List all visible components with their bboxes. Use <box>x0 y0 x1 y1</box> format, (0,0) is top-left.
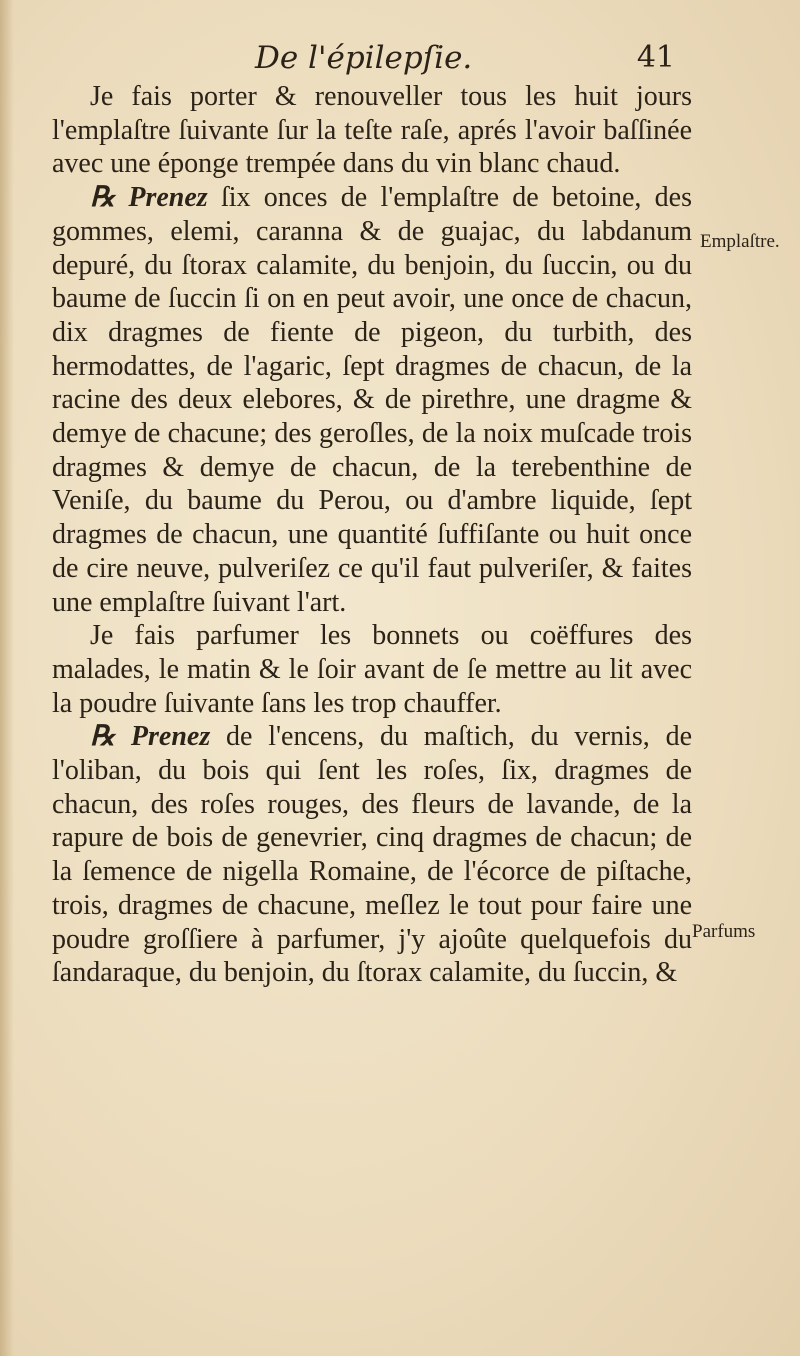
recipe-lead: ℞ Prenez <box>90 182 208 214</box>
paragraph-1-text: Je fais porter & renouveller tous les huit jours l'emplaſtre ſuivante ſur la teſte raſe, aprés l'avoir baſſinée avec une éponge trempée dans du vin blanc chaud. <box>52 81 692 180</box>
paragraph-4-text: de l'encens, du maſtich, du vernis, de l'oliban, du bois qui ſent les roſes, ſix, dragmes de chacun, des roſes rouges, des fleurs de lavande, de la rapure de bois de genevrier, cinq dragmes de chacun; de la ſemence de nigella Romaine, de l'écorce de piſtache, trois, dragmes de chacune, meſlez le tout pour faire une poudre groſſiere à parfumer, j'y ajoûte quelquefois du ſandaraque, du benjoin, du ſtorax calamite, du ſuccin, & <box>52 721 692 989</box>
paragraph-3-text: Je fais parfumer les bonnets ou coëffures des malades, le matin & le ſoir avant de ſe mettre au lit avec la poudre ſuivante ſans les trop chauffer. <box>52 620 692 719</box>
paragraph-1 <box>52 80 692 181</box>
page-gutter-shadow <box>0 0 14 1356</box>
paragraph-2 <box>52 181 692 619</box>
recipe-lead: ℞ Prenez <box>90 721 211 753</box>
margin-note-emplastre: Emplaſtre. <box>700 231 780 252</box>
paragraph-4 <box>52 720 692 990</box>
paragraph-3 <box>52 619 692 720</box>
paragraph-2-text: ſix onces de l'emplaſtre de betoine, des gommes, elemi, caranna & de guajac, du labdanum depuré, du ſtorax calamite, du benjoin, du ſuccin, ou du baume de ſuccin ſi on en peut avoir, une once de chacun, dix dragmes de fiente de pigeon, du turbith, des hermodattes, de l'agaric, ſept dragmes de chacun, de la racine des deux elebores, & de pirethre, une dragme & demye de chacune; des geroſles, de la noix muſcade trois dragmes & demye de chacun, de la terebenthine de Veniſe, du baume du Perou, ou d'ambre liquide, ſept dragmes de chacun, une quantité ſuffiſante ou huit once de cire neuve, pulveriſez ce qu'il faut pulveriſer, & faites une emplaſtre ſuivant l'art. <box>52 182 693 618</box>
running-head: De l'épilepſie. <box>255 40 473 76</box>
margin-note-parfums: Parfums <box>692 921 756 942</box>
body-text <box>52 80 692 990</box>
page-number: 41 <box>636 40 675 75</box>
